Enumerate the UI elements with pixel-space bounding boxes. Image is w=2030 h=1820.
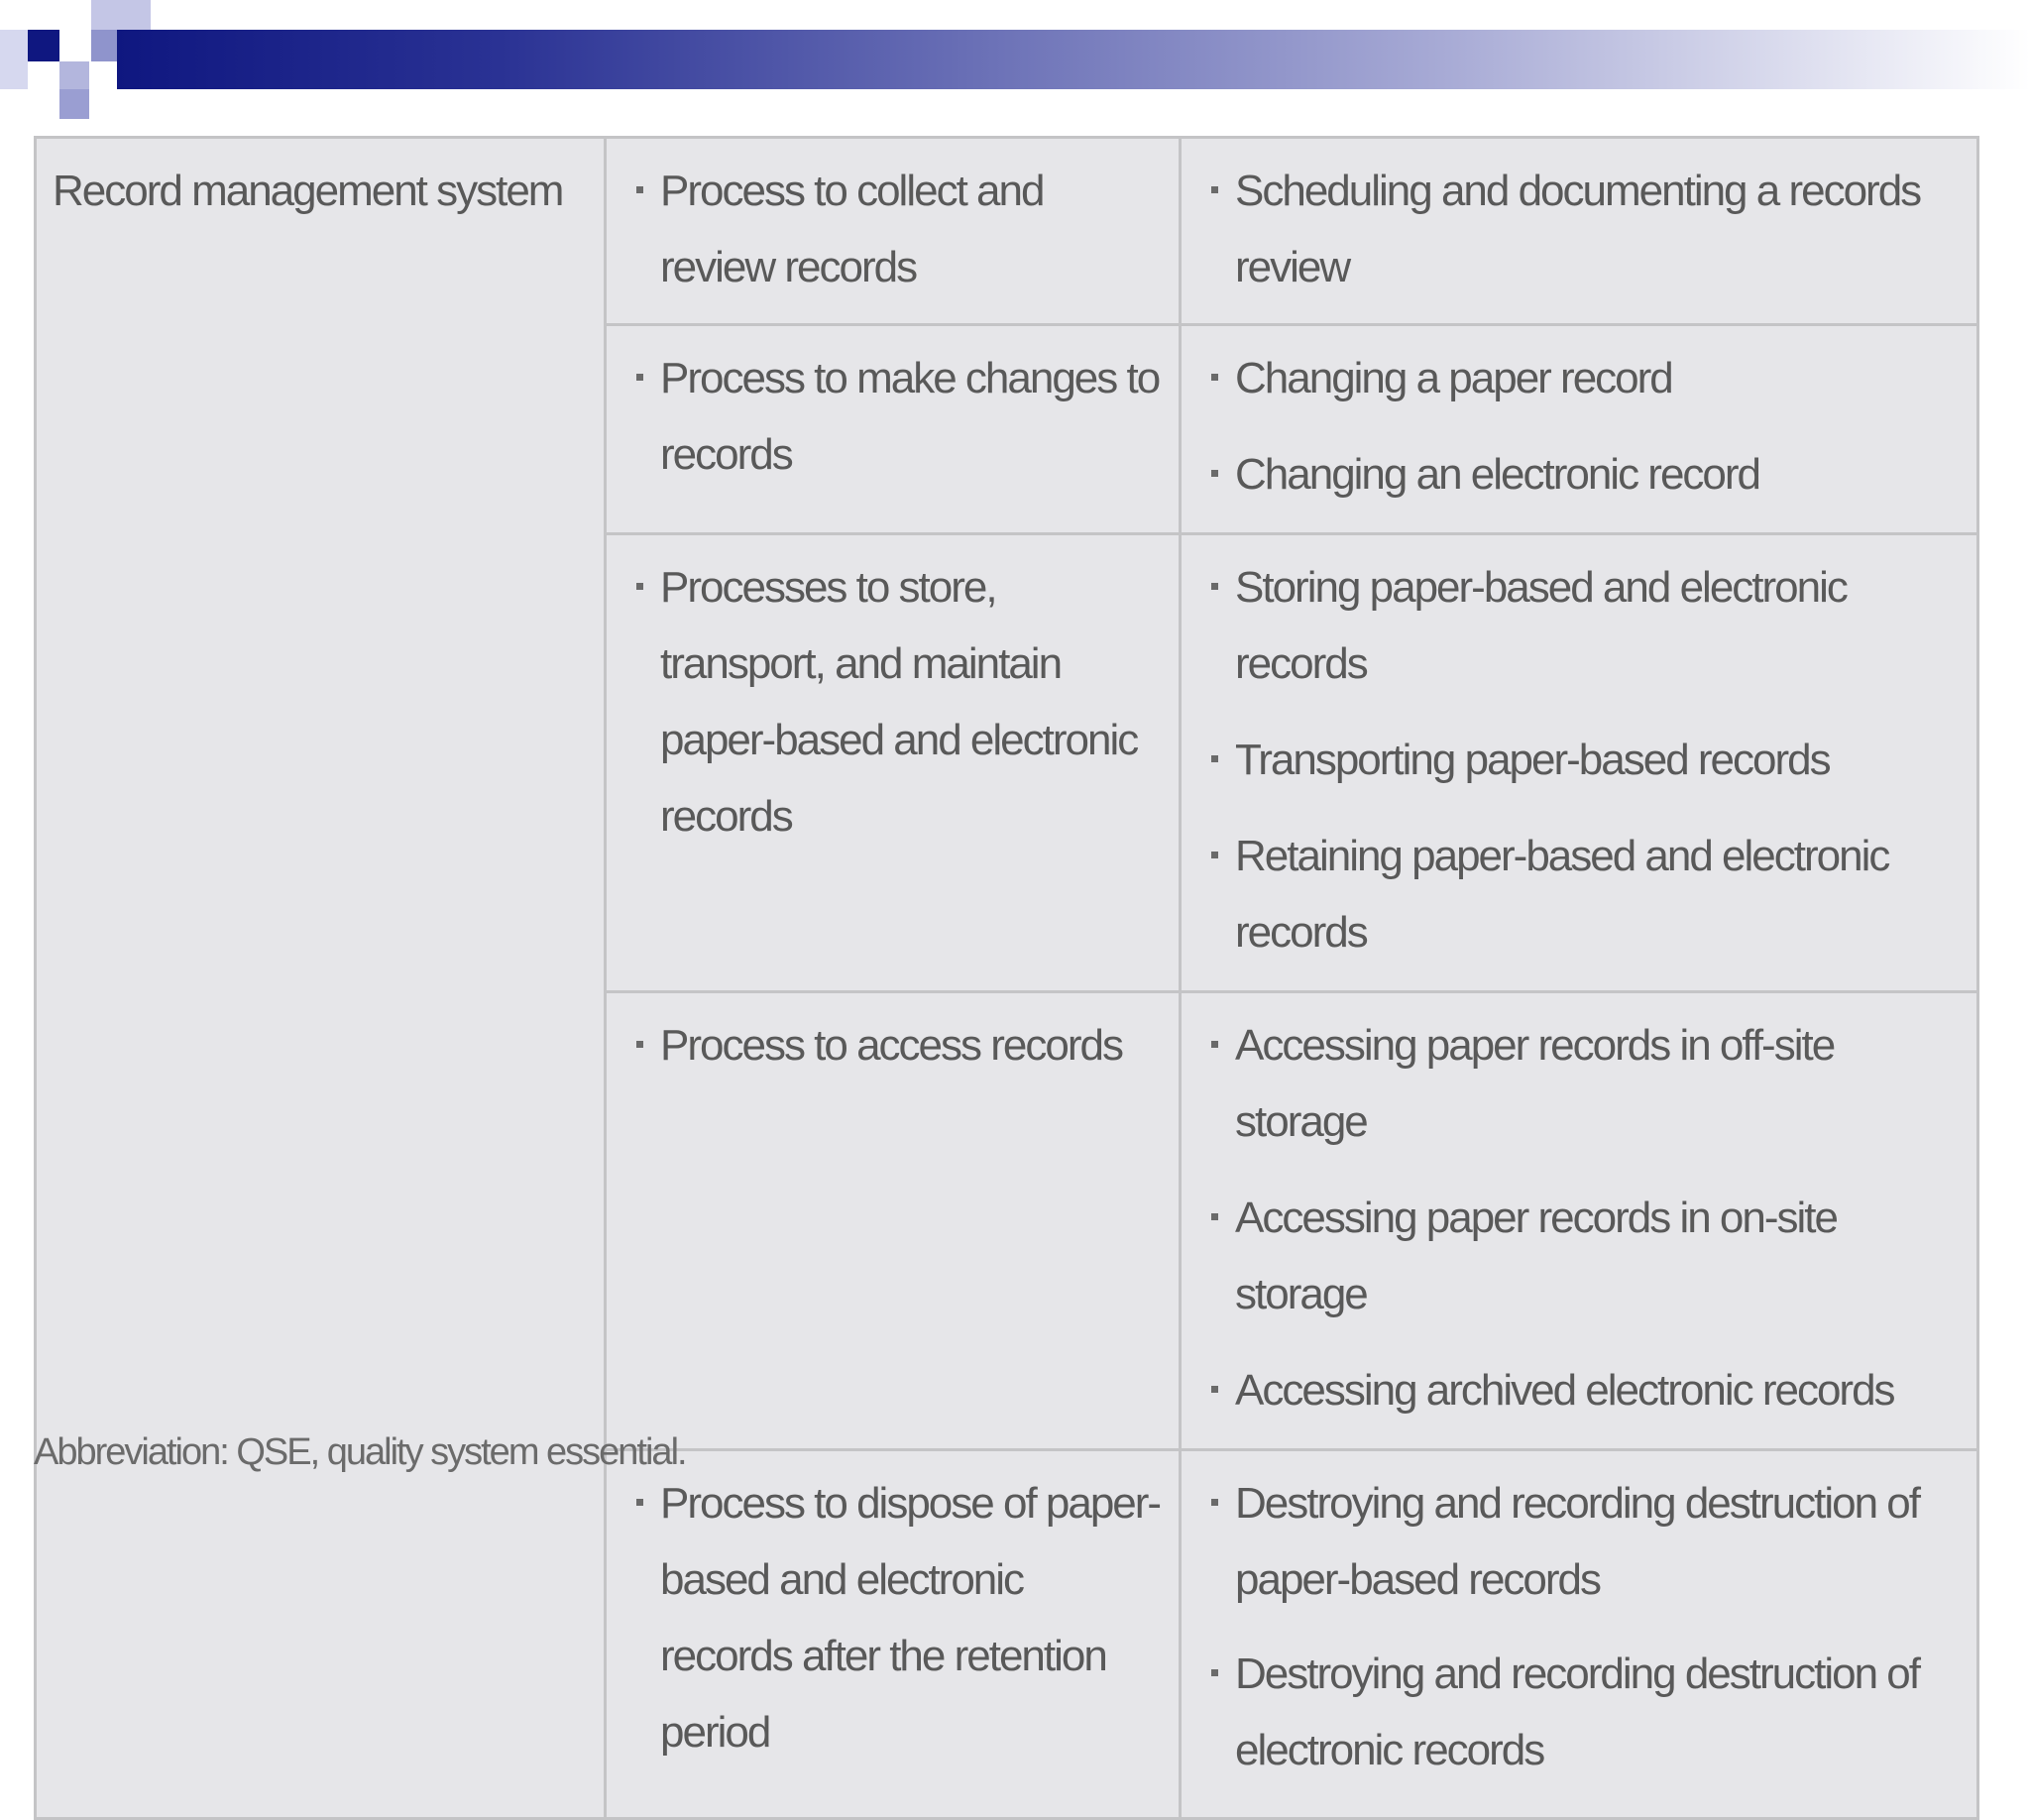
process-cell <box>606 138 1181 325</box>
table-row <box>36 138 1978 325</box>
example-item: Scheduling and documenting a records review <box>1197 153 1961 305</box>
header-decoration-square <box>91 0 151 30</box>
process-cell <box>606 992 1181 1450</box>
process-item: Processes to store, transport, and maintain paper-based and electronic records <box>622 549 1163 854</box>
example-item: Changing a paper record <box>1197 340 1961 416</box>
examples-cell <box>1181 325 1978 534</box>
example-item: Accessing paper records in off-site storage <box>1197 1007 1961 1160</box>
footnote: Abbreviation: QSE, quality system essential. <box>34 1431 686 1473</box>
example-item: Changing an electronic record <box>1197 436 1961 512</box>
examples-cell <box>1181 138 1978 325</box>
examples-cell <box>1181 992 1978 1450</box>
process-item: Process to access records <box>622 1007 1163 1083</box>
example-item: Destroying and recording destruction of paper-based records <box>1197 1465 1961 1618</box>
header-decoration-square <box>28 30 59 61</box>
records-table <box>34 136 1979 1820</box>
example-item: Accessing paper records in on-site storage <box>1197 1180 1961 1332</box>
process-cell <box>606 534 1181 992</box>
examples-cell <box>1181 1450 1978 1819</box>
process-cell <box>606 325 1181 534</box>
example-item: Destroying and recording destruction of electronic records <box>1197 1636 1961 1788</box>
examples-cell <box>1181 534 1978 992</box>
example-item: Transporting paper-based records <box>1197 722 1961 798</box>
process-item: Process to dispose of paper-based and electronic records after the retention period <box>622 1465 1163 1770</box>
process-item: Process to collect and review records <box>622 153 1163 305</box>
header-decoration-square <box>59 61 89 89</box>
header-decoration-square <box>0 30 28 89</box>
category-label: Record management system <box>53 167 563 215</box>
example-item: Accessing archived electronic records <box>1197 1352 1961 1428</box>
example-item: Retaining paper-based and electronic records <box>1197 818 1961 970</box>
process-item: Process to make changes to records <box>622 340 1163 493</box>
example-item: Storing paper-based and electronic records <box>1197 549 1961 702</box>
process-cell <box>606 1450 1181 1819</box>
category-cell <box>36 138 606 1819</box>
header-decoration-square <box>59 89 89 119</box>
header-gradient-bar <box>117 30 2030 89</box>
